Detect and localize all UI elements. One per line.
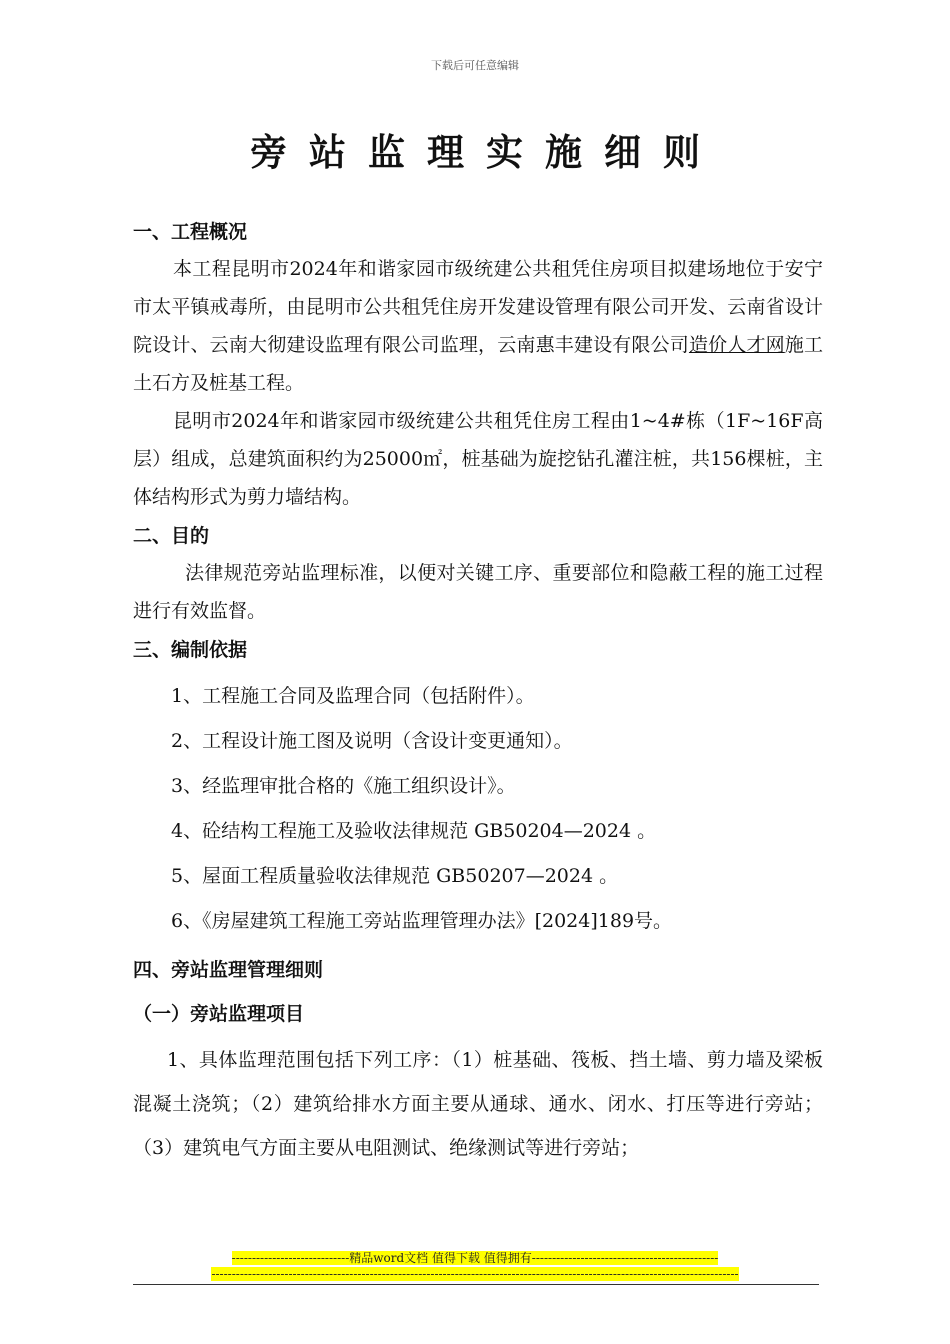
section-2-heading: 二、目的	[133, 525, 210, 547]
footer-banner-line-1	[0, 1249, 950, 1266]
section-1-paragraph-1	[133, 250, 823, 402]
section-1-heading: 一、工程概况	[133, 221, 248, 243]
footer-banner-line-2	[0, 1267, 950, 1281]
document-title: 旁站监理实施细则	[250, 130, 722, 174]
document-body	[133, 214, 823, 1170]
basis-item: 4、砼结构工程施工及验收法律规范 GB50204—2024 。	[171, 820, 657, 842]
basis-item: 5、屋面工程质量验收法律规范 GB50207—2024 。	[171, 865, 619, 887]
basis-item: 2、工程设计施工图及说明（含设计变更通知）。	[171, 730, 573, 752]
section-4-paragraph-1: 1、具体监理范围包括下列工序：（1）桩基础、筏板、挡土墙、剪力墙及梁板混凝土浇筑；（2）建筑给排水方面主要从通球、通水、闭水、打压等进行旁站；（3）建筑电气方面主要从电阻测试、绝缘测试等进行旁站；	[133, 1049, 823, 1159]
underlined-link-text[interactable]: 造价人才网	[688, 334, 785, 356]
section-3-heading: 三、编制依据	[133, 639, 248, 661]
footer-banner-text-2: ----------------------------------------------------------------------------------------------------------------------------------	[211, 1267, 739, 1281]
footer-banner-text-1: -----------------------------精品word文档 值得下载 值得拥有----------------------------------------------	[231, 1251, 719, 1265]
section-1-paragraph-1-tail: 施工土石方及桩基工程。	[133, 334, 823, 394]
header-note: 下载后可任意编辑	[431, 59, 519, 72]
section-1-paragraph-2: 昆明市2024年和谐家园市级统建公共租凭住房工程由1~4#栋（1F~16F高层）组成，总建筑面积约为25000㎡，桩基础为旋挖钻孔灌注桩，共156棵桩，主体结构形式为剪力墙结构。	[133, 410, 823, 508]
basis-item: 3、经监理审批合格的《施工组织设计》。	[171, 775, 516, 797]
basis-item: 6、《房屋建筑工程施工旁站监理管理办法》[2024]189号。	[171, 910, 673, 932]
section-2-paragraph-1: 法律规范旁站监理标准，以便对关键工序、重要部位和隐蔽工程的施工过程进行有效监督。	[133, 562, 823, 622]
section-4-subheading-1: （一）旁站监理项目	[133, 1003, 305, 1025]
section-1-paragraph-1-text: 本工程昆明市2024年和谐家园市级统建公共租凭住房项目拟建场地位于安宁市太平镇戒毒所，由昆明市公共租凭住房开发建设管理有限公司开发、云南省设计院设计、云南大彻建设监理有限公司监理，云南惠丰建设有限公司	[133, 258, 823, 356]
basis-item: 1、工程施工合同及监理合同（包括附件）。	[171, 685, 535, 707]
section-4-heading: 四、旁站监理管理细则	[133, 959, 324, 981]
footer-divider	[133, 1284, 819, 1285]
